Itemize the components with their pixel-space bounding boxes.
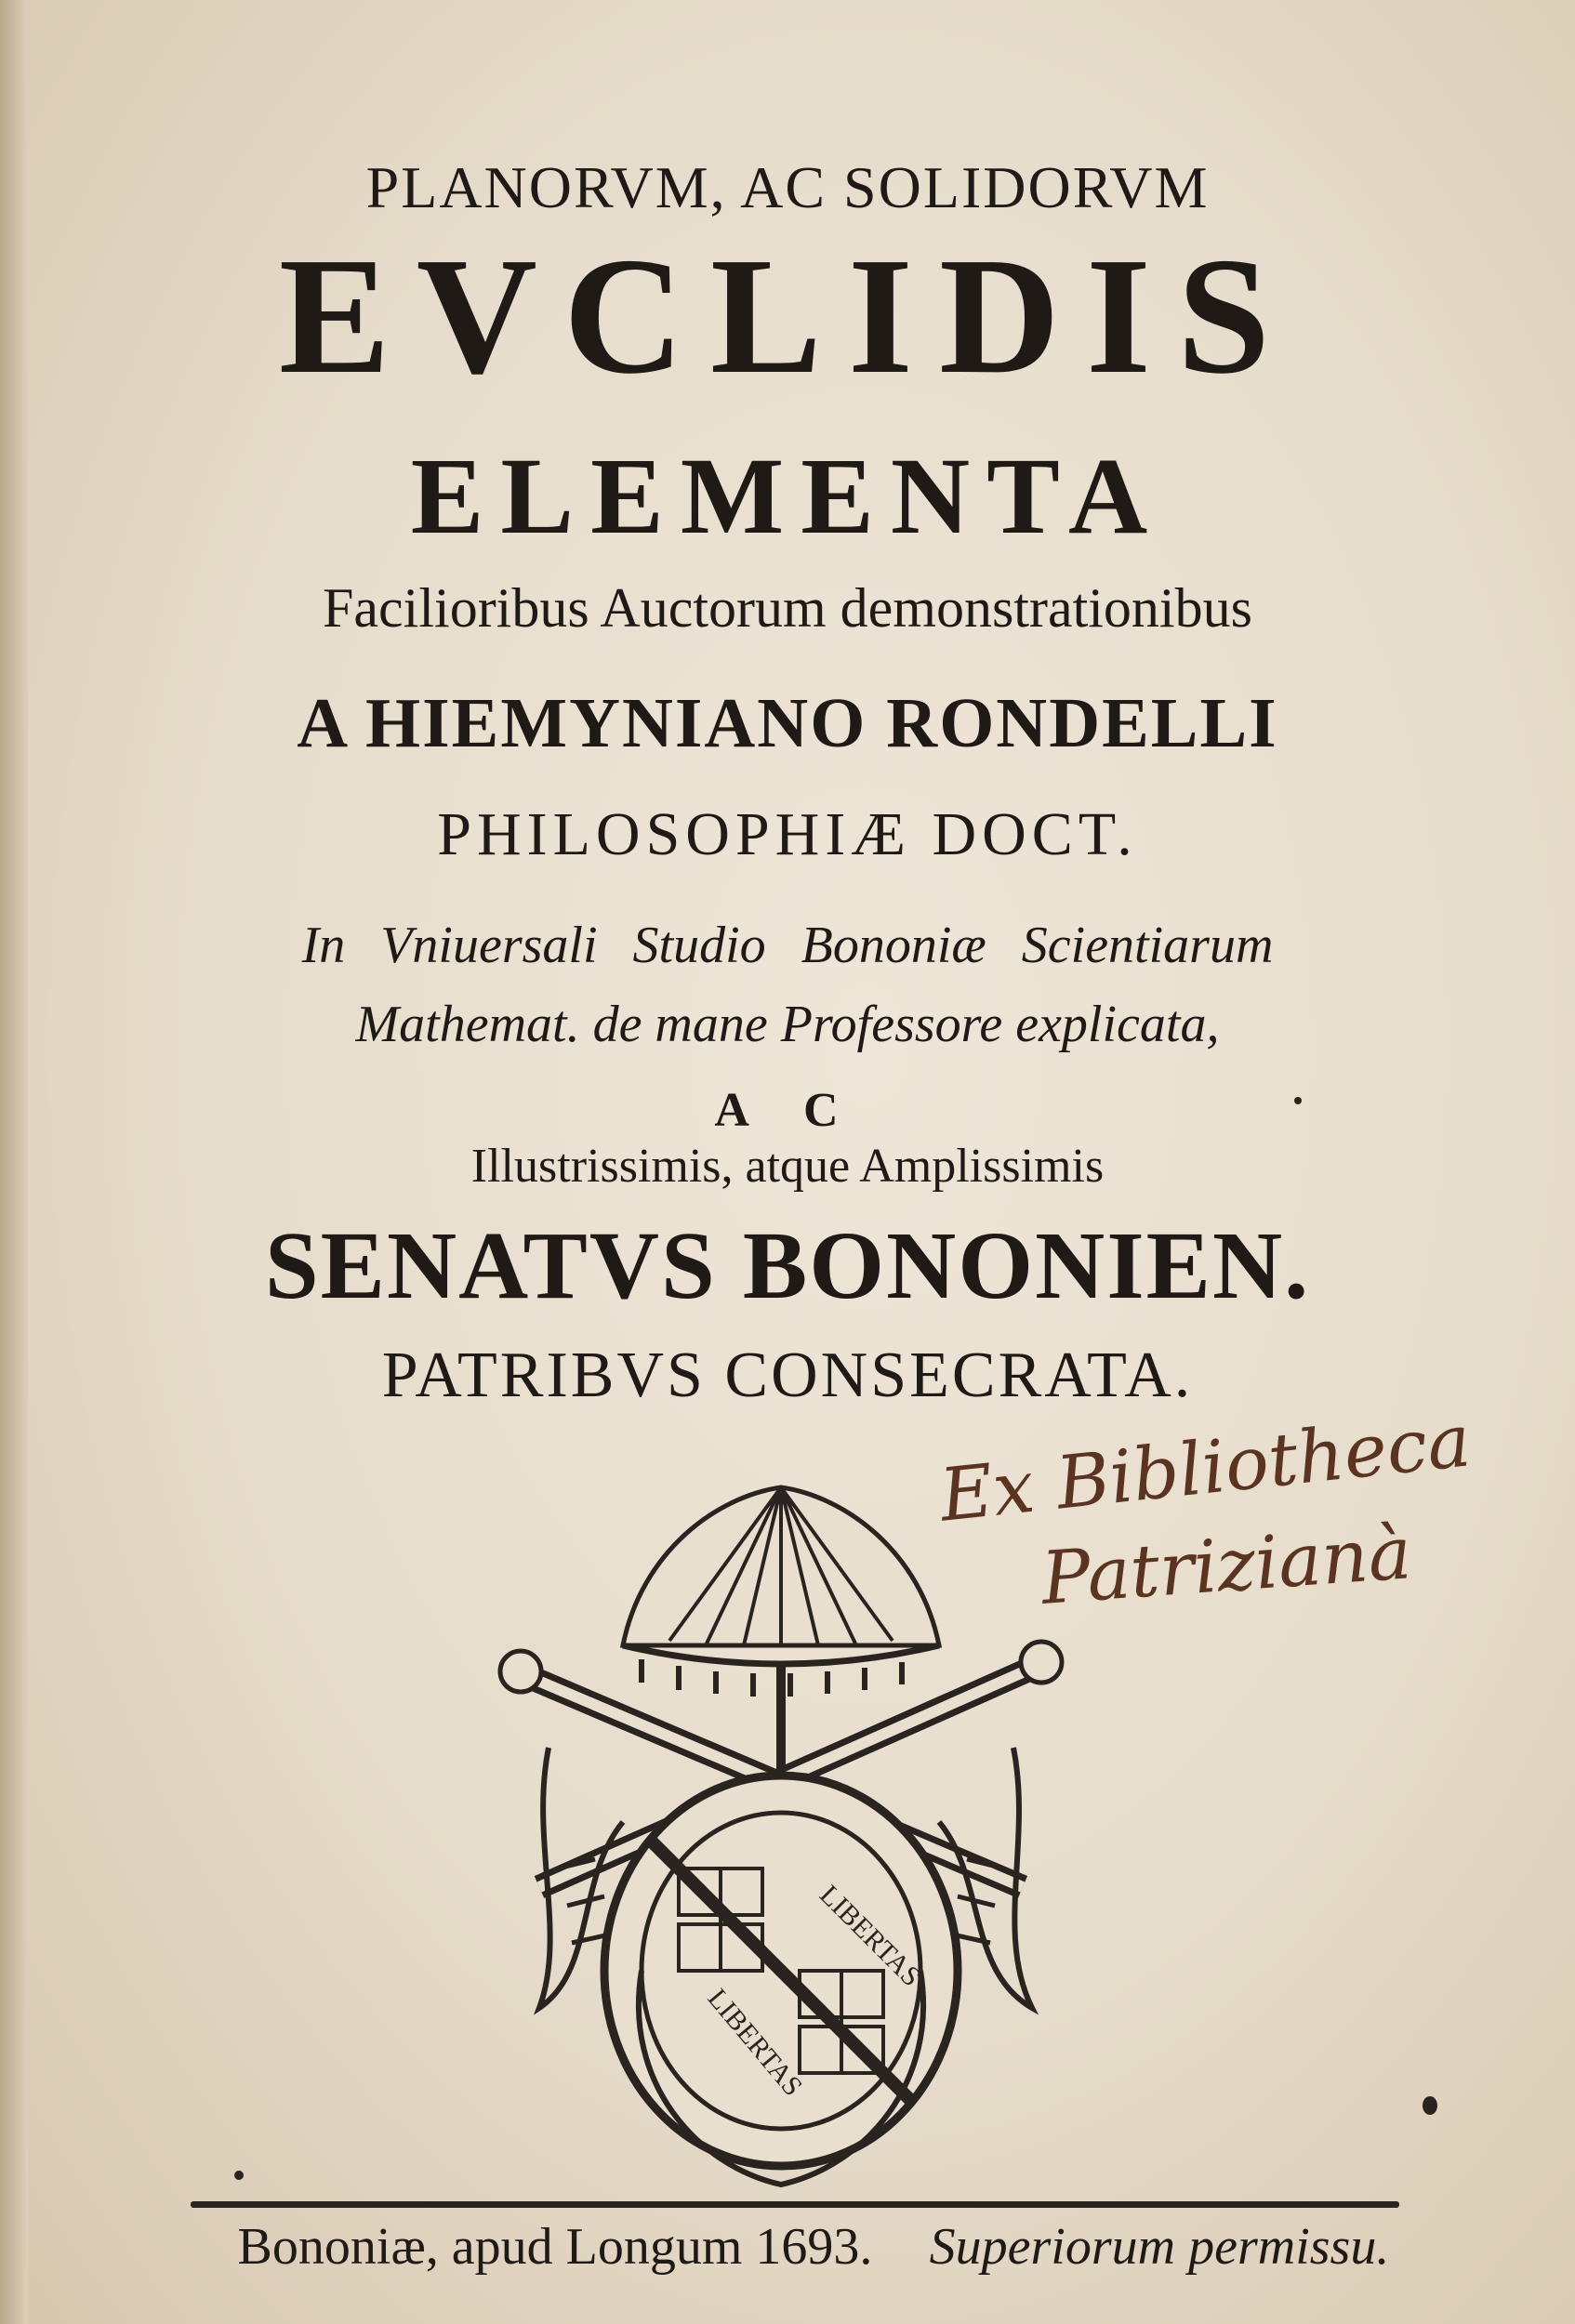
title-line-8: Mathemat. de mane Professore explicata, bbox=[355, 996, 1220, 1053]
imprint-permission: Superiorum permissu. bbox=[929, 2218, 1390, 2276]
title-line-1: PLANORVM, AC SOLIDORVM bbox=[365, 154, 1210, 220]
coat-of-arms-woodcut bbox=[483, 1450, 1079, 2194]
handwritten-inscription-line-2: Patrizianà bbox=[1039, 1512, 1414, 1621]
title-line-2: EVCLIDIS bbox=[278, 223, 1297, 408]
emblem-ribbon-bottom: LIBERTAS bbox=[701, 1983, 809, 2103]
title-line-10: Illustrissimis, atque Amplissimis bbox=[470, 1140, 1105, 1193]
title-line-6: PHILOSOPHIÆ DOCT. bbox=[437, 800, 1138, 868]
ink-speck bbox=[1294, 1097, 1302, 1104]
ink-speck bbox=[1423, 2096, 1437, 2115]
imprint-place-publisher: Bononiæ, apud Longum 1693. bbox=[237, 2218, 873, 2276]
imprint-rule bbox=[191, 2201, 1399, 2208]
author-line: A HIEMYNIANO RONDELLI bbox=[297, 684, 1278, 762]
emblem-ribbon-top: LIBERTAS bbox=[814, 1879, 927, 1993]
handwritten-inscription-line-1: Ex Bibliotheca bbox=[935, 1399, 1475, 1538]
title-line-3: ELEMENTA bbox=[410, 435, 1165, 557]
title-line-12: PATRIBVS CONSECRATA. bbox=[381, 1340, 1194, 1411]
title-line-11: SENATVS BONONIEN. bbox=[264, 1212, 1311, 1319]
title-line-4: Facilioribus Auctorum demonstrationibus bbox=[323, 577, 1252, 639]
title-line-9: A C bbox=[714, 1084, 861, 1137]
title-line-7: In Vniuersali Studio Bononiæ Scientiarum bbox=[301, 917, 1274, 974]
ink-speck bbox=[234, 2171, 244, 2180]
